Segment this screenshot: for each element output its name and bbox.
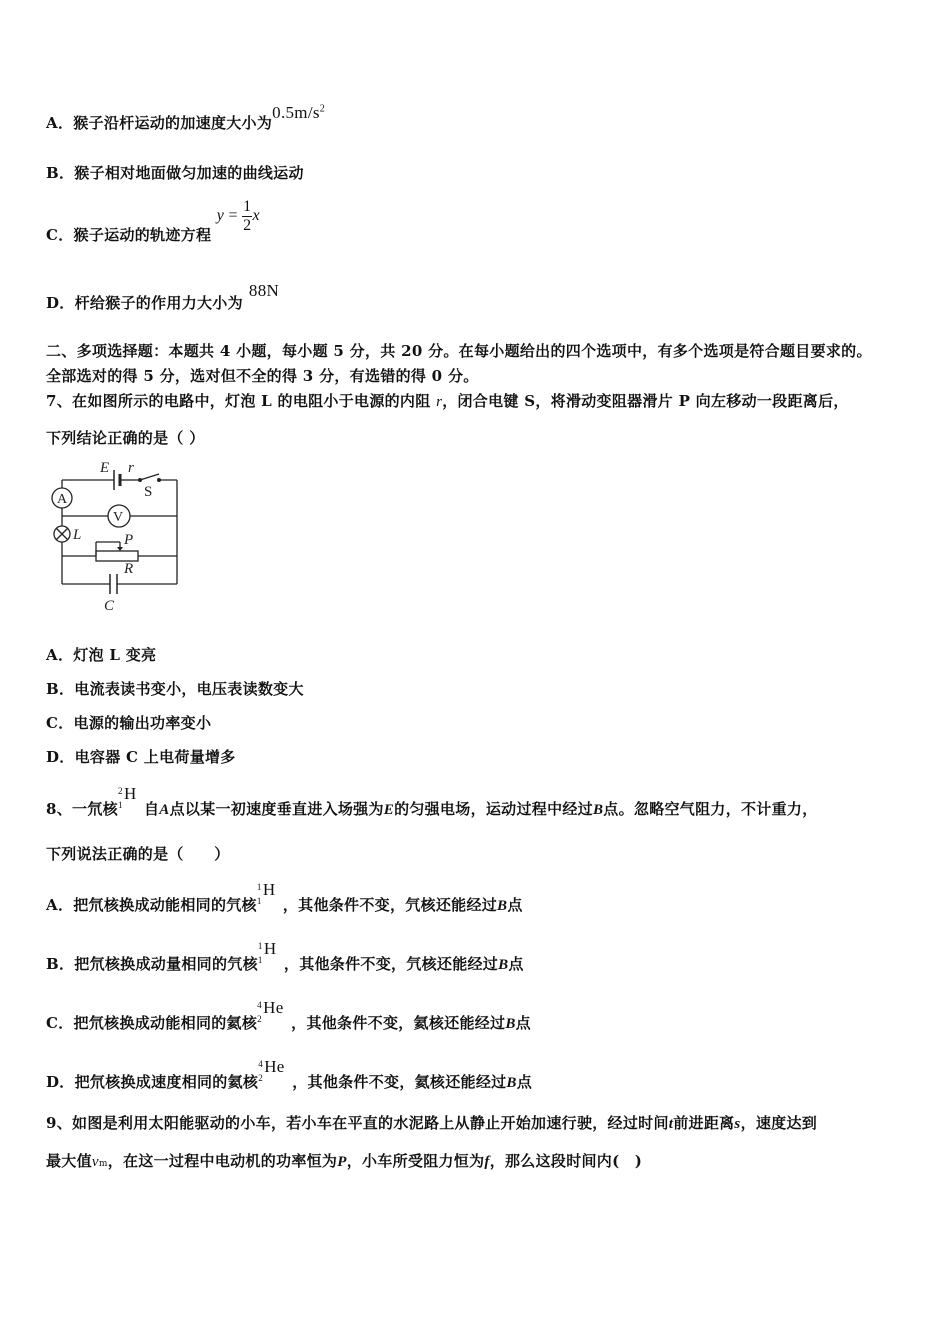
q6-option-c-fraction: $\frac{1}{2}$ [243,198,252,234]
q8-option-c: C．把氘核换成动能相同的氦核 4 2 He ，其他条件不变，氦核还能经过B点 [46,998,531,1032]
protium-symbol: 1 1 H [256,880,276,906]
resistor-R [96,551,138,561]
deuteron-symbol: 2 1 H [117,784,137,810]
q7-option-c: C．电源的输出功率变小 [46,714,212,732]
q6-option-c-equation: y = $\frac{1}{2}$ x [216,198,260,234]
label-C: C [104,598,115,614]
helium-symbol: 4 2 He [258,1057,285,1083]
q6-option-d [46,281,280,313]
switch-contact-right [157,478,161,482]
q9-stem-line2: 最大值vm，在这一过程中电动机的功率恒为P，小车所受阻力恒为f，那么这段时间内( ) [46,1152,643,1170]
label-S: S [144,484,153,500]
q7-stem-line1: 7、在如图所示的电路中，灯泡 L 的电阻小于电源的内阻 r，闭合电键 S，将滑动变阻器滑片 P 向左移动一段距离后， [46,392,849,410]
label-E: E [100,460,110,476]
q6-option-c [46,198,260,245]
q8-option-b: B．把氘核换成动量相同的氕核 1 1 H ，其他条件不变，氕核还能经过B点 [46,939,524,973]
label-R: R [124,561,134,577]
q7-option-a: A．灯泡 L 变亮 [46,646,157,664]
label-P: P [124,532,134,548]
q7-option-d: D．电容器 C 上电荷量增多 [46,748,236,766]
q7-circuit-diagram [46,456,186,616]
q8-stem-line1: 8、一氘核 2 1 H 自A点以某一初速度垂直进入场强为E的匀强电场，运动过程中经过B点。忽略空气阻力，不计重力， [46,784,818,818]
protium-symbol: 1 1 H [257,939,277,965]
q6-option-a-label: A．猴子沿杆运动的加速度大小为 [46,114,273,132]
label-V: V [113,510,124,525]
q6-option-a [46,103,326,133]
switch-contact-left [138,478,142,482]
q6-option-d-math: 88N [248,281,280,300]
helium-symbol: 4 2 He [257,998,284,1024]
q6-option-b: B．猴子相对地面做匀加速的曲线运动 [46,164,304,182]
q8-option-a: A．把氘核换成动能相同的氕核 1 1 H ，其他条件不变，氕核还能经过B点 [46,880,523,914]
q8-stem-line2: 下列说法正确的是（ ） [46,845,230,863]
label-L: L [73,527,82,543]
q6-option-c-label: C．猴子运动的轨迹方程 [46,226,212,245]
q6-option-d-label: D．杆给猴子的作用力大小为 [46,294,243,312]
q7-stem-line2: 下列结论正确的是（ ） [46,429,205,447]
switch-blade [140,474,159,480]
q7-option-b: B．电流表读书变小，电压表读数变大 [46,680,304,698]
section2-line1: 二、多项选择题：本题共 4 小题，每小题 5 分，共 20 分。在每小题给出的四个选项中，有多个选项是符合题目要求的。 [46,342,872,360]
q6-option-a-math: $0.5m/s^2$ [272,103,326,122]
label-A: A [57,492,68,507]
q9-stem-line1: 9、如图是利用太阳能驱动的小车，若小车在平直的水泥路上从静止开始加速行驶，经过时间t前进距离s，速度达到 [46,1114,818,1132]
q8-option-d: D．把氘核换成速度相同的氦核 4 2 He ，其他条件不变，氦核还能经过B点 [46,1057,533,1091]
section2-line2: 全部选对的得 5 分，选对但不全的得 3 分，有选错的得 0 分。 [46,367,479,385]
label-r: r [128,460,134,476]
